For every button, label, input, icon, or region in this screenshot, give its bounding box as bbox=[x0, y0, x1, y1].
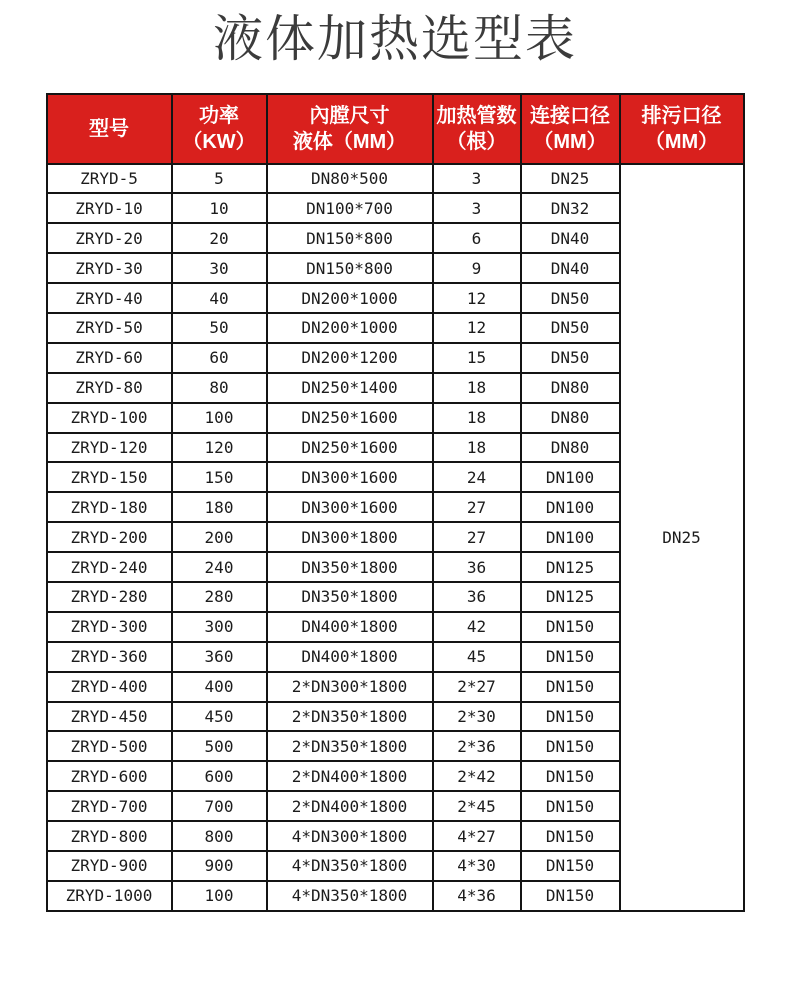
cell-model: ZRYD-30 bbox=[47, 253, 172, 283]
cell-power: 800 bbox=[172, 821, 267, 851]
cell-tube-count: 36 bbox=[433, 552, 521, 582]
cell-inner-size: 2*DN300*1800 bbox=[267, 672, 433, 702]
cell-tube-count: 2*27 bbox=[433, 672, 521, 702]
header-row bbox=[47, 94, 744, 164]
cell-model: ZRYD-450 bbox=[47, 702, 172, 732]
cell-model: ZRYD-150 bbox=[47, 462, 172, 492]
cell-connection-diameter: DN150 bbox=[521, 761, 620, 791]
cell-power: 600 bbox=[172, 761, 267, 791]
cell-connection-diameter: DN80 bbox=[521, 433, 620, 463]
cell-inner-size: DN100*700 bbox=[267, 193, 433, 223]
cell-tube-count: 27 bbox=[433, 492, 521, 522]
cell-tube-count: 4*36 bbox=[433, 881, 521, 911]
cell-inner-size: DN200*1200 bbox=[267, 343, 433, 373]
cell-model: ZRYD-1000 bbox=[47, 881, 172, 911]
cell-tube-count: 18 bbox=[433, 373, 521, 403]
cell-model: ZRYD-20 bbox=[47, 223, 172, 253]
cell-model: ZRYD-700 bbox=[47, 791, 172, 821]
heating-selection-table bbox=[46, 93, 745, 912]
cell-connection-diameter: DN150 bbox=[521, 851, 620, 881]
cell-model: ZRYD-240 bbox=[47, 552, 172, 582]
cell-tube-count: 42 bbox=[433, 612, 521, 642]
cell-tube-count: 12 bbox=[433, 313, 521, 343]
cell-power: 120 bbox=[172, 433, 267, 463]
cell-model: ZRYD-80 bbox=[47, 373, 172, 403]
cell-tube-count: 4*30 bbox=[433, 851, 521, 881]
cell-model: ZRYD-120 bbox=[47, 433, 172, 463]
cell-connection-diameter: DN150 bbox=[521, 612, 620, 642]
cell-power: 150 bbox=[172, 462, 267, 492]
col-header-power: 功率 （KW） bbox=[172, 94, 267, 164]
cell-connection-diameter: DN80 bbox=[521, 373, 620, 403]
cell-inner-size: DN250*1600 bbox=[267, 433, 433, 463]
cell-connection-diameter: DN150 bbox=[521, 731, 620, 761]
cell-power: 300 bbox=[172, 612, 267, 642]
cell-inner-size: DN400*1800 bbox=[267, 612, 433, 642]
cell-tube-count: 6 bbox=[433, 223, 521, 253]
cell-inner-size: DN350*1800 bbox=[267, 582, 433, 612]
cell-model: ZRYD-180 bbox=[47, 492, 172, 522]
cell-inner-size: DN300*1800 bbox=[267, 522, 433, 552]
cell-connection-diameter: DN150 bbox=[521, 642, 620, 672]
cell-tube-count: 2*45 bbox=[433, 791, 521, 821]
cell-tube-count: 12 bbox=[433, 283, 521, 313]
cell-model: ZRYD-500 bbox=[47, 731, 172, 761]
cell-connection-diameter: DN125 bbox=[521, 552, 620, 582]
cell-tube-count: 4*27 bbox=[433, 821, 521, 851]
cell-power: 500 bbox=[172, 731, 267, 761]
cell-connection-diameter: DN50 bbox=[521, 313, 620, 343]
cell-tube-count: 24 bbox=[433, 462, 521, 492]
cell-inner-size: DN150*800 bbox=[267, 253, 433, 283]
cell-inner-size: 2*DN350*1800 bbox=[267, 731, 433, 761]
cell-inner-size: DN80*500 bbox=[267, 164, 433, 194]
cell-tube-count: 27 bbox=[433, 522, 521, 552]
cell-inner-size: DN400*1800 bbox=[267, 642, 433, 672]
cell-power: 100 bbox=[172, 403, 267, 433]
cell-connection-diameter: DN100 bbox=[521, 492, 620, 522]
cell-power: 900 bbox=[172, 851, 267, 881]
cell-inner-size: 4*DN350*1800 bbox=[267, 881, 433, 911]
cell-tube-count: 45 bbox=[433, 642, 521, 672]
cell-power: 60 bbox=[172, 343, 267, 373]
cell-power: 100 bbox=[172, 881, 267, 911]
cell-inner-size: DN300*1600 bbox=[267, 462, 433, 492]
cell-tube-count: 2*36 bbox=[433, 731, 521, 761]
cell-tube-count: 18 bbox=[433, 403, 521, 433]
cell-inner-size: DN200*1000 bbox=[267, 313, 433, 343]
cell-inner-size: DN300*1600 bbox=[267, 492, 433, 522]
cell-power: 450 bbox=[172, 702, 267, 732]
cell-model: ZRYD-60 bbox=[47, 343, 172, 373]
col-header-connection-diameter: 连接口径 （MM） bbox=[521, 94, 620, 164]
cell-connection-diameter: DN125 bbox=[521, 582, 620, 612]
cell-tube-count: 18 bbox=[433, 433, 521, 463]
cell-inner-size: DN250*1600 bbox=[267, 403, 433, 433]
cell-inner-size: DN150*800 bbox=[267, 223, 433, 253]
cell-connection-diameter: DN50 bbox=[521, 343, 620, 373]
cell-inner-size: 2*DN350*1800 bbox=[267, 702, 433, 732]
cell-model: ZRYD-280 bbox=[47, 582, 172, 612]
cell-connection-diameter: DN150 bbox=[521, 702, 620, 732]
cell-power: 50 bbox=[172, 313, 267, 343]
cell-inner-size: 4*DN300*1800 bbox=[267, 821, 433, 851]
cell-tube-count: 3 bbox=[433, 193, 521, 223]
cell-tube-count: 2*30 bbox=[433, 702, 521, 732]
cell-power: 360 bbox=[172, 642, 267, 672]
cell-tube-count: 9 bbox=[433, 253, 521, 283]
cell-model: ZRYD-200 bbox=[47, 522, 172, 552]
cell-power: 180 bbox=[172, 492, 267, 522]
cell-inner-size: 2*DN400*1800 bbox=[267, 761, 433, 791]
cell-power: 40 bbox=[172, 283, 267, 313]
cell-power: 20 bbox=[172, 223, 267, 253]
cell-power: 30 bbox=[172, 253, 267, 283]
cell-connection-diameter: DN100 bbox=[521, 462, 620, 492]
cell-model: ZRYD-900 bbox=[47, 851, 172, 881]
table-body bbox=[47, 164, 744, 911]
cell-model: ZRYD-10 bbox=[47, 193, 172, 223]
cell-tube-count: 2*42 bbox=[433, 761, 521, 791]
cell-model: ZRYD-100 bbox=[47, 403, 172, 433]
cell-connection-diameter: DN150 bbox=[521, 672, 620, 702]
cell-model: ZRYD-5 bbox=[47, 164, 172, 194]
cell-tube-count: 15 bbox=[433, 343, 521, 373]
table-row bbox=[47, 164, 744, 194]
cell-power: 700 bbox=[172, 791, 267, 821]
cell-inner-size: DN350*1800 bbox=[267, 552, 433, 582]
table-header bbox=[47, 94, 744, 164]
cell-model: ZRYD-300 bbox=[47, 612, 172, 642]
cell-inner-size: 2*DN400*1800 bbox=[267, 791, 433, 821]
col-header-inner-size: 內膛尺寸 液体（MM） bbox=[267, 94, 433, 164]
cell-model: ZRYD-40 bbox=[47, 283, 172, 313]
cell-connection-diameter: DN40 bbox=[521, 253, 620, 283]
cell-power: 400 bbox=[172, 672, 267, 702]
cell-tube-count: 3 bbox=[433, 164, 521, 194]
cell-power: 10 bbox=[172, 193, 267, 223]
cell-inner-size: DN200*1000 bbox=[267, 283, 433, 313]
cell-connection-diameter: DN100 bbox=[521, 522, 620, 552]
cell-model: ZRYD-360 bbox=[47, 642, 172, 672]
col-header-model: 型号 bbox=[47, 94, 172, 164]
cell-model: ZRYD-600 bbox=[47, 761, 172, 791]
cell-connection-diameter: DN150 bbox=[521, 791, 620, 821]
cell-power: 280 bbox=[172, 582, 267, 612]
cell-connection-diameter: DN150 bbox=[521, 881, 620, 911]
cell-tube-count: 36 bbox=[433, 582, 521, 612]
cell-model: ZRYD-400 bbox=[47, 672, 172, 702]
cell-power: 200 bbox=[172, 522, 267, 552]
cell-connection-diameter: DN32 bbox=[521, 193, 620, 223]
col-header-tube-count: 加热管数 （根） bbox=[433, 94, 521, 164]
cell-model: ZRYD-800 bbox=[47, 821, 172, 851]
cell-power: 5 bbox=[172, 164, 267, 194]
cell-connection-diameter: DN50 bbox=[521, 283, 620, 313]
cell-inner-size: DN250*1400 bbox=[267, 373, 433, 403]
cell-inner-size: 4*DN350*1800 bbox=[267, 851, 433, 881]
col-header-drain-diameter: 排污口径 （MM） bbox=[620, 94, 744, 164]
cell-power: 80 bbox=[172, 373, 267, 403]
drain-diameter-merged-cell: DN25 bbox=[620, 164, 744, 911]
cell-connection-diameter: DN150 bbox=[521, 821, 620, 851]
cell-connection-diameter: DN80 bbox=[521, 403, 620, 433]
cell-connection-diameter: DN40 bbox=[521, 223, 620, 253]
cell-model: ZRYD-50 bbox=[47, 313, 172, 343]
cell-connection-diameter: DN25 bbox=[521, 164, 620, 194]
page-title: 液体加热选型表 bbox=[213, 11, 577, 67]
cell-power: 240 bbox=[172, 552, 267, 582]
